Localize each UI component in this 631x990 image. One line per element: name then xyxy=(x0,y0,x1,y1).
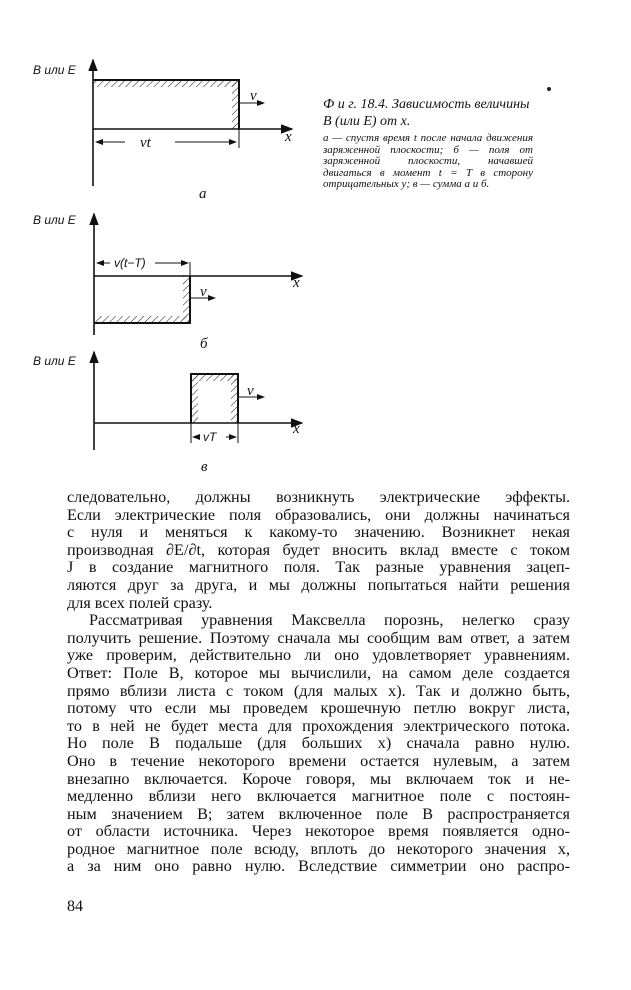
text-line: производная ∂E/∂t, которая будет вносить вклад вместе с током xyxy=(67,540,570,559)
text-line: Рассматривая уравнения Максвелла порознь, нелегко сразу xyxy=(89,611,570,630)
text-line: родное магнитное поле всюду, вплоть до некоторого значения x, xyxy=(67,839,570,858)
paragraph xyxy=(67,489,570,612)
panel-label-c: в xyxy=(201,459,208,475)
figure-18-4 xyxy=(0,0,631,480)
panel-label-b: б xyxy=(200,336,208,352)
panel-label-a: а xyxy=(199,186,207,202)
caption-body: а — спустя время t после начала движения заряженной плоскости; б — поля от заряженной плоскости, начавшей двигаться в момент t = T в сторону отрицательных y; в — сумма а и б. xyxy=(323,132,533,190)
text-line: то в ней не будет места для прохождения электрического потока. xyxy=(67,716,570,735)
text-line: ным значением B; затем включенное поле B распространяется xyxy=(67,804,570,823)
body-text xyxy=(67,489,570,876)
x-label-c: x xyxy=(293,421,300,437)
x-label-b: x xyxy=(293,275,300,291)
text-line: а за ним оно равно нулю. Вследствие симметрии оно распро- xyxy=(67,857,570,876)
dimension-b: v(t−T) xyxy=(114,256,146,270)
paragraph xyxy=(67,612,570,876)
text-line: уже проверим, действительно ли оно удовлетворяет уравнениям. xyxy=(67,646,570,665)
caption-title: Ф и г. 18.4. Зависимость величины B (или E) от x. xyxy=(323,97,530,129)
text-line: ляются друг за друга, и мы должны попытаться найти решения xyxy=(67,575,570,594)
text-line: для всех полей сразу. xyxy=(67,593,213,612)
panel-a xyxy=(93,60,292,186)
text-line: потому что если мы проведем крошечную петлю вокруг листа, xyxy=(67,699,570,718)
text-line: прямо вблизи листа с током (для малых x). Так и должно быть, xyxy=(67,681,570,700)
v-label-c: v xyxy=(247,383,254,399)
text-line: Если электрические поля образовались, они должны начинаться xyxy=(67,505,570,524)
text-line: Но поле B подальше (для больших x) сначала равно нулю. xyxy=(67,734,570,753)
page-number: 84 xyxy=(67,898,83,915)
axis-label-c: B или E xyxy=(33,354,76,368)
axis-label-a: B или E xyxy=(33,63,76,77)
figure-caption xyxy=(323,96,533,191)
text-line: медленно вблизи него включается магнитное поле с постоян- xyxy=(67,787,570,806)
dimension-c: vT xyxy=(203,430,217,444)
ink-dot xyxy=(547,87,551,91)
text-line: от области источника. Через некоторое время появляется одно- xyxy=(67,822,570,841)
panel-c xyxy=(94,352,302,450)
text-line: J в создание магнитного поля. Так разные уравнения зацеп- xyxy=(67,558,570,577)
text-line: с нуля и меняться к какому-то значению. Возникнет некая xyxy=(67,523,570,542)
text-line: внезапно включается. Короче говоря, мы включаем ток и не- xyxy=(67,769,570,788)
v-label-a: v xyxy=(250,88,257,104)
text-line: получить решение. Поэтому сначала мы сообщим вам ответ, а затем xyxy=(67,628,570,647)
text-line: Ответ: Поле B, которое мы вычислили, на самом деле создается xyxy=(67,663,570,682)
axis-label-b: B или E xyxy=(33,213,76,227)
dimension-a: vt xyxy=(140,135,151,151)
text-line: следовательно, должны возникнуть электрические эффекты. xyxy=(67,488,570,506)
text-line: Оно в течение некоторого времени остается нулевым, а затем xyxy=(67,751,570,770)
v-label-b: v xyxy=(200,284,207,300)
x-label-a: x xyxy=(285,129,292,145)
panel-b xyxy=(94,214,302,335)
